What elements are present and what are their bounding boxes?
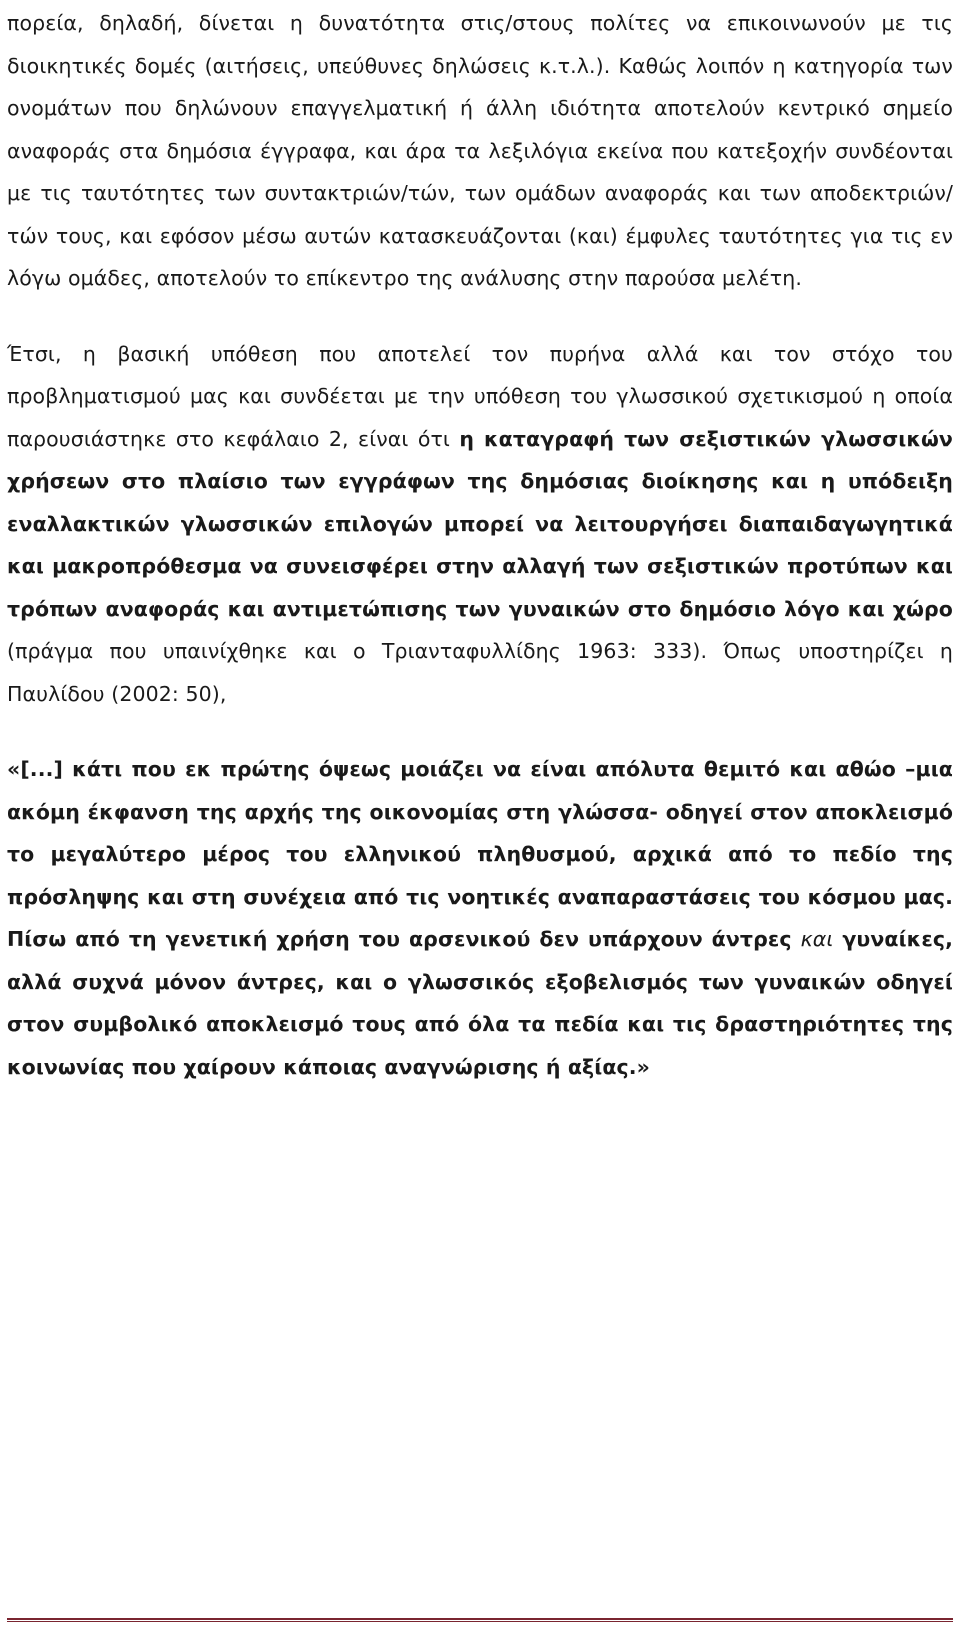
paragraph-intro: πορεία, δηλαδή, δίνεται η δυνατότητα στις/στους πολίτες να επικοινωνούν με τις διοικητικές δομές (αιτήσεις, υπεύθυνες δηλώσεις κ.τ.λ.). Καθώς λοιπόν η κατηγορία των ονομάτων που δηλώνουν επαγγελματική ή άλλη ιδιότητα αποτελούν κεντρικό σημείο αναφοράς στα δημόσια έγγραφα, και άρα τα λεξιλόγια εκείνα που κατεξοχήν συνδέονται με τις ταυτότητες των συντακτριών/τών, των ομάδων αναφοράς και των αποδεκτριών/τών τους, και εφόσον μέσω αυτών κατασκευάζονται (και) έμφυλες ταυτότητες για τις εν λόγω ομάδες, αποτελούν το επίκεντρο της ανάλυσης στην παρούσα μελέτη.: [7, 11, 953, 290]
footer-rule: [7, 1618, 953, 1622]
hypothesis-tail-text: (πράγμα που υπαινίχθηκε και ο Τριανταφυλλίδης 1963: 333). Όπως υποστηρίζει η Παυλίδου (2002: 50),: [7, 639, 953, 706]
hypothesis-bold-text: η καταγραφή των σεξιστικών γλωσσικών χρήσεων στο πλαίσιο των εγγράφων της δημόσιας διοίκησης και η υπόδειξη εναλλακτικών γλωσσικών επιλογών μπορεί να λειτουργήσει διαπαιδαγωγητικά και μακροπρόθεσμα να συνεισφέρει στην αλλαγή των σεξιστικών προτύπων και τρόπων αναφοράς και αντιμετώπισης των γυναικών στο δημόσιο λόγο και χώρο: [7, 426, 953, 621]
quote-italic-word: και: [800, 927, 834, 951]
hypothesis-lead-text: Έτσι, η βασική υπόθεση που αποτελεί τον πυρήνα αλλά και τον στόχο του προβληματισμού μας και συνδέεται με την υπόθεση του γλωσσικού σχετικισμού η οποία παρουσιάστηκε στο κεφάλαιο 2, είναι ότι: [7, 341, 953, 451]
paragraph-hypothesis: [7, 333, 953, 716]
block-quote: [7, 748, 953, 1088]
quote-text-part-2: γυναίκες, αλλά συχνά μόνον άντρες, και ο γλωσσικός εξοβελισμός των γυναικών οδηγεί στον συμβολικό αποκλεισμό τους από όλα τα πεδία και τις δραστηριότητες της κοινωνίας που χαίρουν κάποιας αναγνώρισης ή αξίας.»: [7, 927, 953, 1079]
document-page: [7, 0, 953, 1088]
quote-text-part-1: «[...] κάτι που εκ πρώτης όψεως μοιάζει να είναι απόλυτα θεμιτό και αθώο –μια ακόμη έκφανση της αρχής της οικονομίας στη γλώσσα- οδηγεί στον αποκλεισμό το μεγαλύτερο μέρος του ελληνικού πληθυσμού, αρχικά από το πεδίο της πρόσληψης και στη συνέχεια από τις νοητικές αναπαραστάσεις του κόσμου μας. Πίσω από τη γενετική χρήση του αρσενικού δεν υπάρχουν άντρες: [7, 757, 953, 951]
